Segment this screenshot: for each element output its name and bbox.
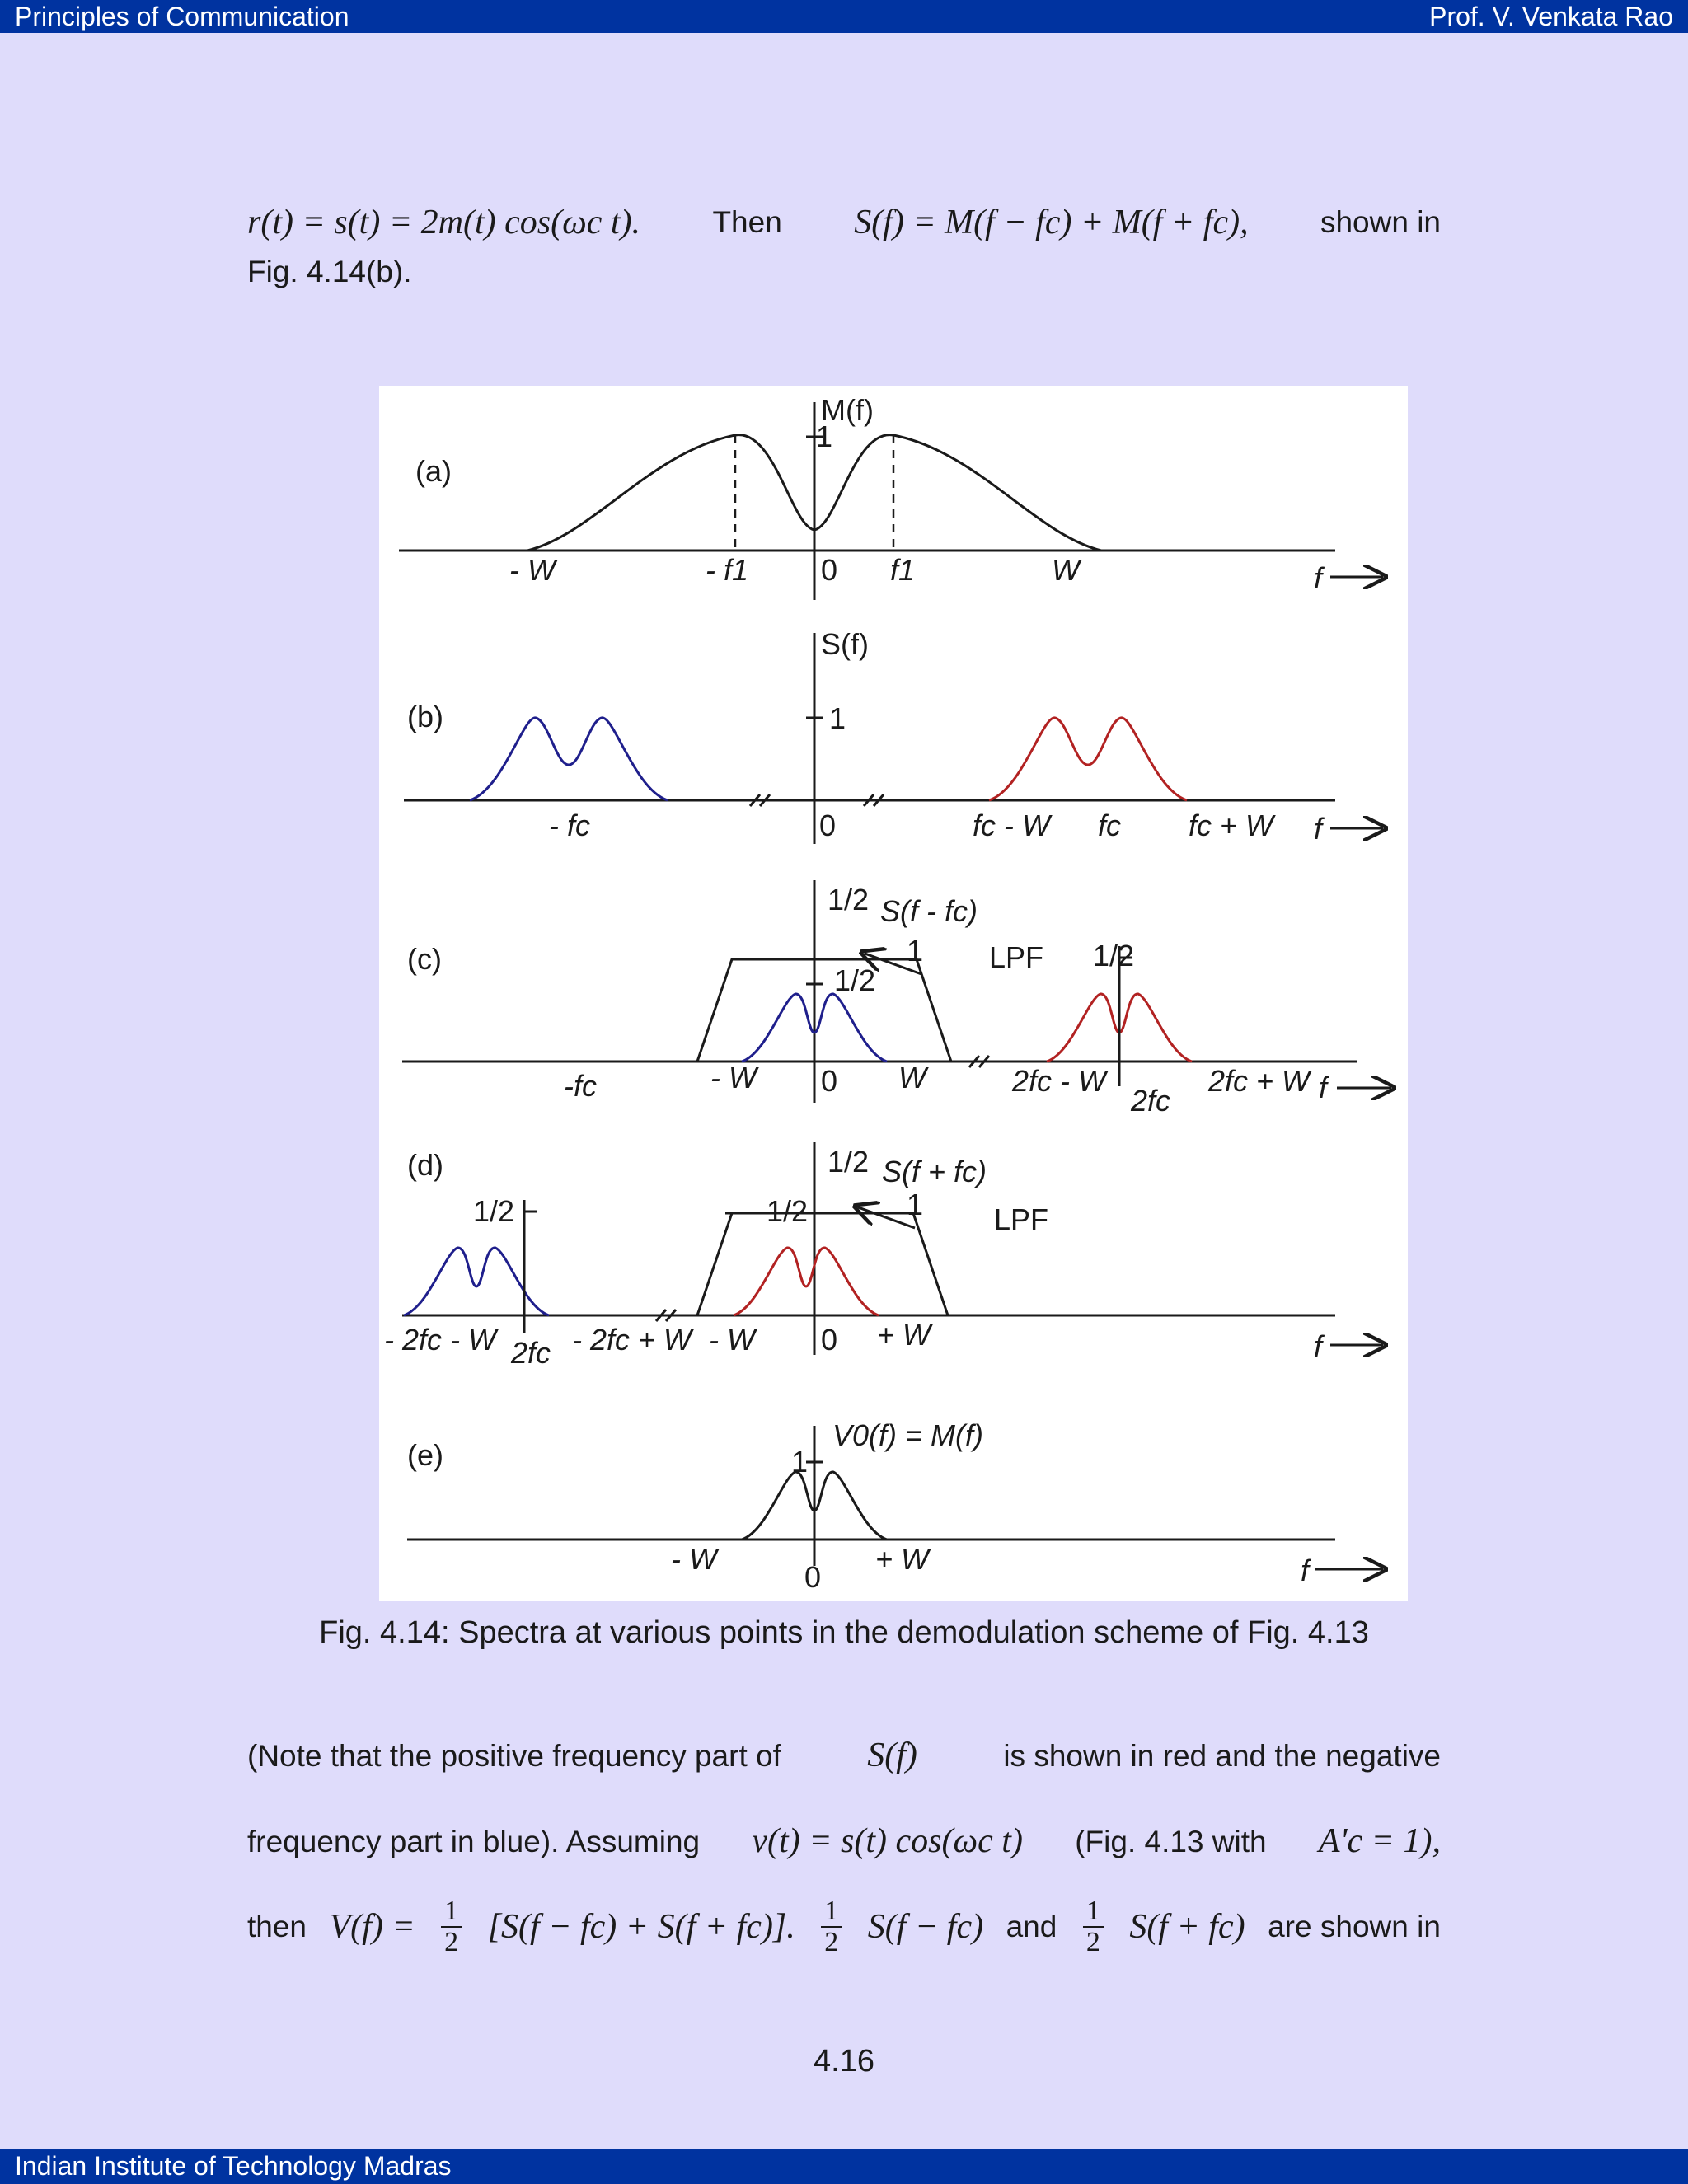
axis-a-label: f bbox=[1314, 561, 1323, 595]
lpf-c bbox=[697, 959, 951, 1062]
tick-d-2fc: 2fc bbox=[511, 1336, 551, 1370]
tick-c-w: W bbox=[898, 1061, 926, 1094]
para2-l3a: then bbox=[247, 1910, 307, 1943]
tick-c-zero: 0 bbox=[821, 1064, 838, 1098]
tick-c-2fc-plus-w: 2fc + W bbox=[1208, 1064, 1311, 1098]
panel-c-peak: 1/2 bbox=[834, 963, 876, 997]
spectra-figure bbox=[379, 386, 1408, 1601]
para2-l3-math4: S(f + fc) bbox=[1129, 1908, 1245, 1946]
tick-a-zero: 0 bbox=[821, 553, 838, 587]
panel-e-title: V0(f) = M(f) bbox=[832, 1418, 984, 1452]
para2-l2-math: v(t) = s(t) cos(ωc t) bbox=[752, 1822, 1023, 1860]
tick-d-plus-w: + W bbox=[877, 1318, 931, 1352]
tick-d-minus-w: - W bbox=[709, 1323, 755, 1357]
para2-l3b: are shown in bbox=[1268, 1910, 1441, 1943]
tick-c-2fc: 2fc bbox=[1131, 1084, 1171, 1118]
panel-d-peak-left: 1/2 bbox=[473, 1194, 515, 1228]
panel-b-tag: (b) bbox=[407, 700, 443, 733]
tick-b-fc-minus-w: fc - W bbox=[973, 808, 1050, 842]
author-name: Prof. V. Venkata Rao bbox=[1429, 2, 1673, 31]
panel-b-peak: 1 bbox=[829, 701, 846, 735]
panel-d-filter-gain: 1 bbox=[907, 1188, 924, 1221]
header-bar bbox=[0, 0, 1688, 33]
panel-d-title: S(f + fc) bbox=[882, 1155, 987, 1188]
institute-name: Indian Institute of Technology Madras bbox=[15, 2151, 452, 2181]
panel-c-lpf: LPF bbox=[989, 940, 1044, 974]
para2-l2b: (Fig. 4.13 with bbox=[1075, 1825, 1267, 1858]
panel-a-peak: 1 bbox=[816, 419, 833, 453]
panel-c-title-frac: 1/2 bbox=[828, 883, 870, 916]
para2-l1-math: S(f) bbox=[867, 1736, 917, 1774]
panel-a-title: M(f) bbox=[821, 393, 874, 427]
axis-d-label: f bbox=[1314, 1329, 1323, 1363]
panel-c-peak-right: 1/2 bbox=[1093, 939, 1135, 972]
curve-b-negative bbox=[470, 718, 668, 800]
axis-e-label: f bbox=[1301, 1554, 1310, 1587]
fraction-half-2: $\frac{1}{2}$ bbox=[821, 1896, 842, 1957]
panel-d-lpf: LPF bbox=[994, 1202, 1049, 1236]
panel-a-tag: (a) bbox=[415, 454, 452, 488]
figure-caption: Fig. 4.14: Spectra at various points in the demodulation scheme of Fig. 4.13 bbox=[319, 1615, 1369, 1650]
tick-d-zero: 0 bbox=[821, 1323, 838, 1357]
panel-c-filter-gain: 1 bbox=[907, 934, 924, 968]
tick-e-minus-w: - W bbox=[671, 1542, 717, 1576]
equation-r-t: r(t) = s(t) = 2m(t) cos(ωc t). bbox=[247, 204, 641, 241]
tick-a-f1: f1 bbox=[890, 553, 916, 587]
tick-e-zero: 0 bbox=[804, 1560, 822, 1594]
curve-d-positive bbox=[734, 1248, 879, 1315]
panel-d-title-frac: 1/2 bbox=[828, 1145, 870, 1179]
para2-and: and bbox=[1006, 1910, 1057, 1943]
panel-c-tag: (c) bbox=[407, 942, 442, 976]
tick-b-fc-plus-w: fc + W bbox=[1189, 808, 1274, 842]
page-number: 4.16 bbox=[814, 2044, 874, 2079]
para2-l3-math3: S(f − fc) bbox=[867, 1908, 984, 1946]
panel-d-peak: 1/2 bbox=[767, 1194, 809, 1228]
para2-l3-math2: [S(f − fc) + S(f + fc)]. bbox=[487, 1908, 795, 1946]
fraction-half-3: $\frac{1}{2}$ bbox=[1083, 1896, 1104, 1957]
tick-b-zero: 0 bbox=[819, 808, 837, 842]
fraction-half-1: $\frac{1}{2}$ bbox=[441, 1896, 462, 1957]
panel-e-tag: (e) bbox=[407, 1438, 443, 1472]
word-then: Then bbox=[712, 205, 782, 239]
tick-c-2fc-minus-w: 2fc - W bbox=[1012, 1064, 1106, 1098]
axis-b-label: f bbox=[1314, 812, 1323, 846]
paragraph-1 bbox=[247, 198, 1441, 297]
para2-l2a: frequency part in blue). Assuming bbox=[247, 1825, 701, 1858]
curve-b-positive bbox=[989, 718, 1187, 800]
para2-l1a: (Note that the positive frequency part of bbox=[247, 1739, 781, 1773]
word-shown-in: shown in bbox=[1320, 205, 1441, 239]
panel-b-title: S(f) bbox=[821, 627, 869, 661]
tick-a-w: W bbox=[1052, 553, 1080, 587]
tick-a-minus-f1: - f1 bbox=[706, 553, 749, 587]
footer-bar bbox=[0, 2149, 1688, 2184]
panel-d-tag: (d) bbox=[407, 1148, 443, 1182]
para2-l3-math: V(f) = bbox=[329, 1908, 415, 1946]
tick-d-minus-2fc-minus-w: - 2fc - W bbox=[384, 1323, 496, 1357]
panel-e-peak: 1 bbox=[791, 1445, 809, 1479]
tick-b-fc: fc bbox=[1098, 808, 1122, 842]
spectra-diagram bbox=[379, 386, 1408, 1601]
axis-c-label: f bbox=[1319, 1071, 1328, 1104]
tick-b-minus-fc: - fc bbox=[549, 808, 590, 842]
course-title: Principles of Communication bbox=[15, 2, 349, 31]
curve-d-negative bbox=[404, 1248, 549, 1315]
panel-c-title: S(f - fc) bbox=[880, 894, 978, 928]
para2-l2-math2: A'c = 1), bbox=[1318, 1822, 1441, 1860]
paragraph-1-line-2: Fig. 4.14(b). bbox=[247, 255, 412, 288]
para2-l1b: is shown in red and the negative bbox=[1003, 1739, 1441, 1773]
equation-s-f: S(f) = M(f − fc) + M(f + fc), bbox=[854, 204, 1249, 241]
tick-e-plus-w: + W bbox=[875, 1542, 930, 1576]
paragraph-2 bbox=[247, 1731, 1441, 1960]
lpf-d bbox=[697, 1213, 948, 1315]
tick-a-minus-w: - W bbox=[509, 553, 556, 587]
tick-c-minus-w: - W bbox=[710, 1061, 757, 1094]
tick-d-minus-2fc-plus-w: - 2fc + W bbox=[572, 1323, 692, 1357]
tick-c-minus-fc: -fc bbox=[564, 1069, 597, 1103]
